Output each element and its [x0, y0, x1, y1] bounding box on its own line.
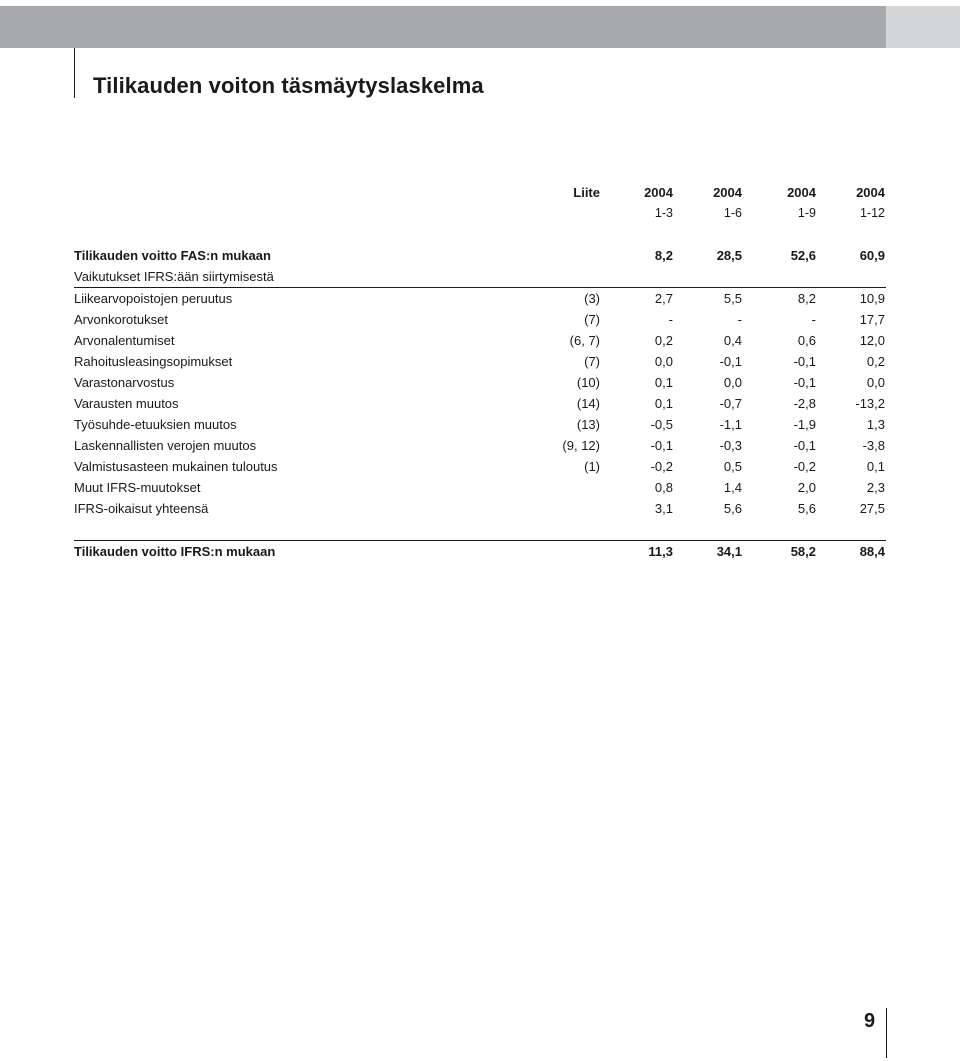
row-value: -0,1 — [793, 354, 816, 369]
row-value: -0,3 — [719, 438, 742, 453]
row-value: - — [811, 312, 816, 327]
page-title: Tilikauden voiton täsmäytyslaskelma — [93, 73, 484, 98]
row-label: Tilikauden voitto FAS:n mukaan — [74, 248, 271, 263]
row-label: Laskennallisten verojen muutos — [74, 438, 257, 453]
row-value: 52,6 — [790, 248, 816, 263]
row-label: Muut IFRS-muutokset — [74, 480, 201, 495]
row-value: 27,5 — [859, 501, 885, 516]
row-value: 60,9 — [859, 248, 885, 263]
row-value: 17,7 — [859, 312, 885, 327]
row-value: -0,1 — [793, 375, 816, 390]
row-value: 5,6 — [723, 501, 742, 516]
row-value: 3,1 — [654, 501, 673, 516]
row-value: 0,0 — [723, 375, 742, 390]
page-number: 9 — [864, 1010, 876, 1032]
table-row — [74, 309, 886, 330]
adjustments-block — [74, 287, 886, 519]
row-value: -1,9 — [793, 417, 816, 432]
table-row — [74, 351, 886, 372]
row-label: Arvonkorotukset — [74, 312, 168, 327]
table-row — [74, 330, 886, 351]
title-divider — [74, 48, 75, 98]
row-label: IFRS-oikaisut yhteensä — [74, 501, 209, 516]
row-value: 0,5 — [723, 459, 742, 474]
reconciliation-table — [74, 182, 886, 562]
header-bar — [0, 6, 886, 48]
row-value: 28,5 — [716, 248, 742, 263]
row-value: 2,7 — [654, 291, 673, 306]
table-row — [74, 393, 886, 414]
table-spacer — [74, 224, 886, 245]
row-value: 0,2 — [654, 333, 673, 348]
impacts-heading-row — [74, 266, 886, 287]
adjustments-total-row — [74, 498, 886, 519]
row-value: 8,2 — [797, 291, 816, 306]
note-column-header: Liite — [573, 185, 600, 200]
row-value: 11,3 — [648, 544, 673, 559]
impacts-heading: Vaikutukset IFRS:ään siirtymisestä — [74, 269, 274, 284]
row-value: 58,2 — [790, 544, 816, 559]
table-row — [74, 477, 886, 498]
row-value: 0,2 — [866, 354, 885, 369]
row-value: 0,1 — [654, 375, 673, 390]
row-value: - — [668, 312, 673, 327]
profit-fas-row — [74, 245, 886, 266]
row-value: 10,9 — [859, 291, 885, 306]
row-label: Varastonarvostus — [74, 375, 175, 390]
row-note: (13) — [576, 417, 600, 432]
row-value: 1,3 — [866, 417, 885, 432]
row-value: - — [737, 312, 742, 327]
row-note: (6, 7) — [569, 333, 600, 348]
row-value: 2,0 — [797, 480, 816, 495]
row-label: Rahoitusleasingsopimukset — [74, 354, 233, 369]
table-spacer — [74, 519, 886, 540]
row-note: (9, 12) — [562, 438, 600, 453]
period-header: 1-9 — [797, 206, 816, 220]
row-value: 0,8 — [654, 480, 673, 495]
row-label: Arvonalentumiset — [74, 333, 175, 348]
year-header: 2004 — [856, 185, 885, 200]
row-value: 0,0 — [866, 375, 885, 390]
row-value: 2,3 — [866, 480, 885, 495]
row-label: Valmistusasteen mukainen tuloutus — [74, 459, 278, 474]
row-value: -13,2 — [855, 396, 885, 411]
row-value: -0,1 — [719, 354, 742, 369]
year-header: 2004 — [644, 185, 673, 200]
row-value: 0,1 — [654, 396, 673, 411]
row-value: -1,1 — [719, 417, 742, 432]
row-note: (14) — [576, 396, 600, 411]
row-value: -0,1 — [793, 438, 816, 453]
row-label: Työsuhde-etuuksien muutos — [74, 417, 237, 432]
table-row — [74, 372, 886, 393]
table-header-periods — [74, 203, 886, 224]
table-row — [74, 435, 886, 456]
row-value: -0,1 — [650, 438, 673, 453]
row-value: -0,2 — [650, 459, 673, 474]
profit-ifrs-row — [74, 540, 886, 562]
row-value: 0,0 — [654, 354, 673, 369]
table-row — [74, 288, 886, 309]
table-row — [74, 414, 886, 435]
period-header: 1-3 — [654, 206, 673, 220]
period-header: 1-12 — [859, 206, 885, 220]
row-value: 8,2 — [654, 248, 673, 263]
row-note: (10) — [576, 375, 600, 390]
table-row — [74, 456, 886, 477]
table-header-years — [74, 182, 886, 203]
row-value: -3,8 — [862, 438, 885, 453]
row-value: 0,6 — [797, 333, 816, 348]
row-label: Tilikauden voitto IFRS:n mukaan — [74, 544, 276, 559]
row-note: (7) — [584, 312, 600, 327]
row-value: -0,7 — [719, 396, 742, 411]
row-value: -2,8 — [793, 396, 816, 411]
row-value: 1,4 — [723, 480, 742, 495]
row-note: (1) — [584, 459, 600, 474]
row-value: 0,1 — [866, 459, 885, 474]
row-value: 88,4 — [859, 544, 885, 559]
row-note: (3) — [584, 291, 600, 306]
row-label: Varausten muutos — [74, 396, 179, 411]
row-value: 5,6 — [797, 501, 816, 516]
row-label: Liikearvopoistojen peruutus — [74, 291, 233, 306]
row-note: (7) — [584, 354, 600, 369]
row-value: -0,2 — [793, 459, 816, 474]
row-value: 12,0 — [859, 333, 885, 348]
header-bar-accent — [886, 6, 960, 48]
page-number-divider — [886, 1008, 887, 1058]
row-value: -0,5 — [650, 417, 673, 432]
row-value: 5,5 — [723, 291, 742, 306]
period-header: 1-6 — [723, 206, 742, 220]
row-value: 34,1 — [716, 544, 742, 559]
year-header: 2004 — [787, 185, 816, 200]
year-header: 2004 — [713, 185, 742, 200]
row-value: 0,4 — [723, 333, 742, 348]
